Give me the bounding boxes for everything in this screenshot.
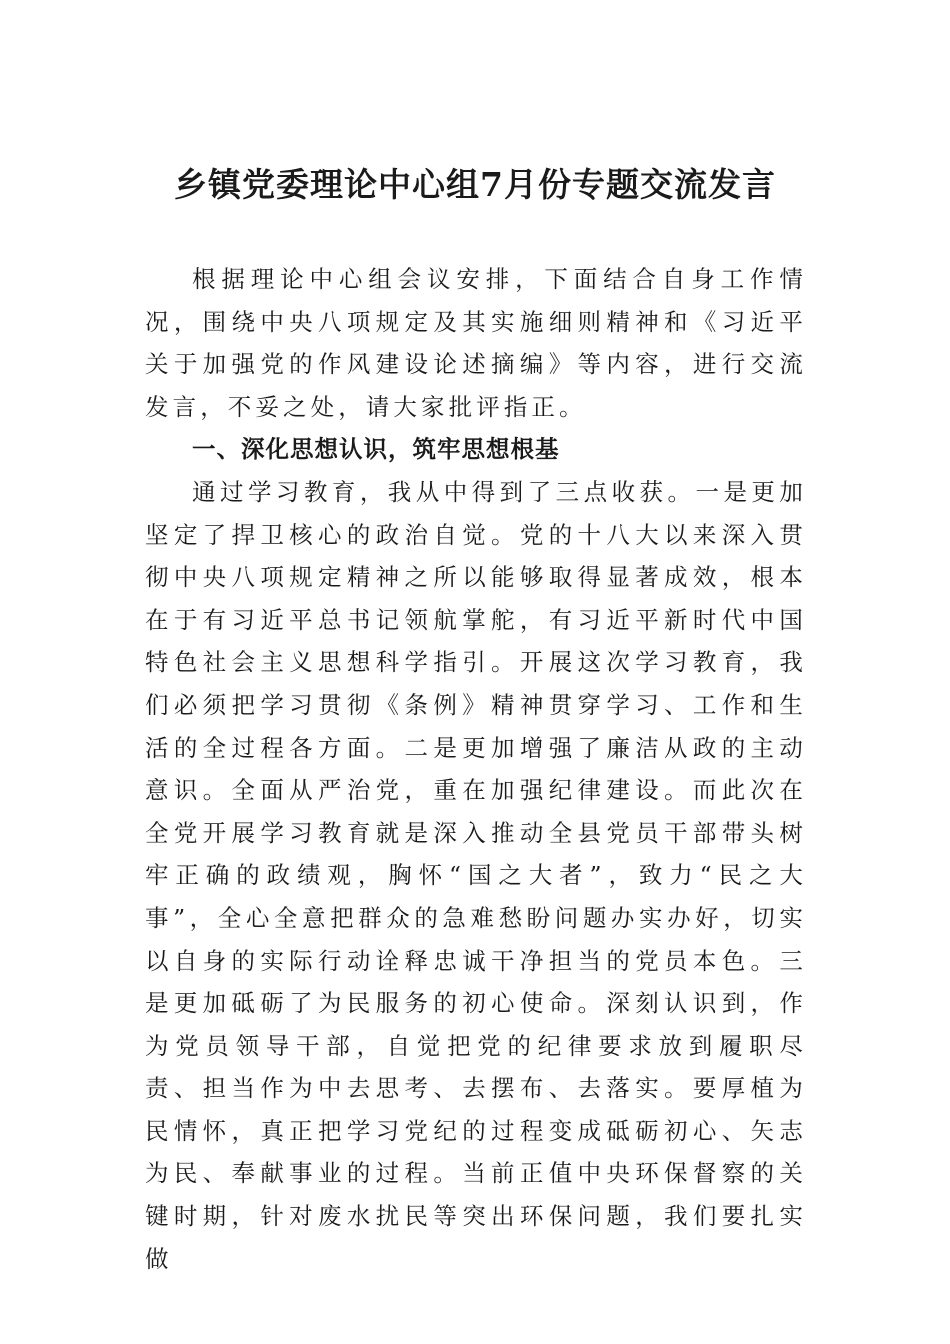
intro-paragraph: 根据理论中心组会议安排，下面结合自身工作情况，围绕中央八项规定及其实施细则精神和《习近平关于加强党的作风建设论述摘编》等内容，进行交流发言，不妥之处，请大家批评指正。 xyxy=(145,265,807,421)
section-paragraph: 通过学习教育，我从中得到了三点收获。一是更加坚定了捍卫核心的政治自觉。党的十八大以来深入贯彻中央八项规定精神之所以能够取得显著成效，根本在于有习近平总书记领航掌舵，有习近平新时代中国特色社会主义思想科学指引。开展这次学习教育，我们必须把学习贯彻《条例》精神贯穿学习、工作和生活的全过程各方面。二是更加增强了廉洁从政的主动意识。全面从严治党，重在加强纪律建设。而此次在全党开展学习教育就是深入推动全县党员干部带头树牢正确的政绩观，胸怀“国之大者”，致力“民之大事”，全心全意把群众的急难愁盼问题办实办好，切实以自身的实际行动诠释忠诚干净担当的党员本色。三是更加砥砺了为民服务的初心使命。深刻认识到，作为党员领导干部，自觉把党的纪律要求放到履职尽责、担当作为中去思考、去摆布、去落实。要厚植为民情怀，真正把学习党纪的过程变成砥砺初心、矢志为民、奉献事业的过程。当前正值中央环保督察的关键时期，针对废水扰民等突出环保问题，我们要扎实做 xyxy=(145,477,807,1273)
section-heading: 一、深化思想认识，筑牢思想根基 xyxy=(192,435,560,464)
document-title: 乡镇党委理论中心组7月份专题交流发言 xyxy=(174,165,776,204)
document-body xyxy=(145,258,807,1280)
